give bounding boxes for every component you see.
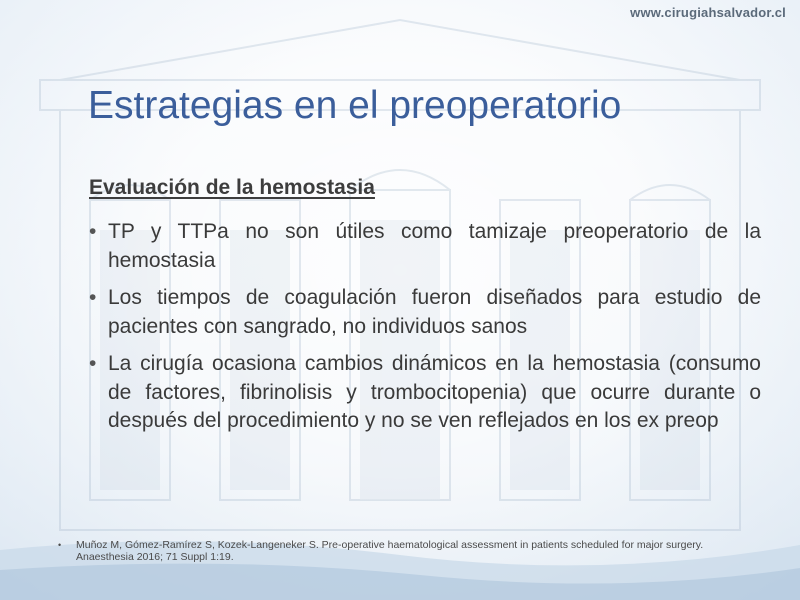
bullet-text: Los tiempos de coagulación fueron diseñados para estudio de pacientes con sangrado, no individuos sanos xyxy=(108,286,761,338)
site-url: www.cirugiahsalvador.cl xyxy=(630,5,786,20)
bullet-dot-icon: • xyxy=(89,220,97,243)
reference-bullet-icon: • xyxy=(58,540,62,550)
bullet-dot-icon: • xyxy=(89,352,97,375)
bullet-item xyxy=(89,350,761,436)
reference-line-2: Anaesthesia 2016; 71 Suppl 1:19. xyxy=(76,551,234,563)
bullet-item xyxy=(89,218,761,275)
bullet-text: La cirugía ocasiona cambios dinámicos en la hemostasia (consumo de factores, fibrinolisis y trombocitopenia) que ocurre durante o después del procedimiento y no se ven reflejados en los ex preop xyxy=(108,352,761,432)
reference-line-1: Muñoz M, Gómez-Ramírez S, Kozek-Langeneker S. Pre-operative haematological assessment in patients scheduled for major surgery. xyxy=(76,539,704,551)
bullet-list xyxy=(89,218,761,445)
bullet-dot-icon: • xyxy=(89,286,97,309)
reference-citation xyxy=(58,539,758,563)
section-heading: Evaluación de la hemostasia xyxy=(89,176,375,199)
bullet-text: TP y TTPa no son útiles como tamizaje preoperatorio de la hemostasia xyxy=(108,220,761,272)
bullet-item xyxy=(89,284,761,341)
slide-title: Estrategias en el preoperatorio xyxy=(88,84,622,128)
